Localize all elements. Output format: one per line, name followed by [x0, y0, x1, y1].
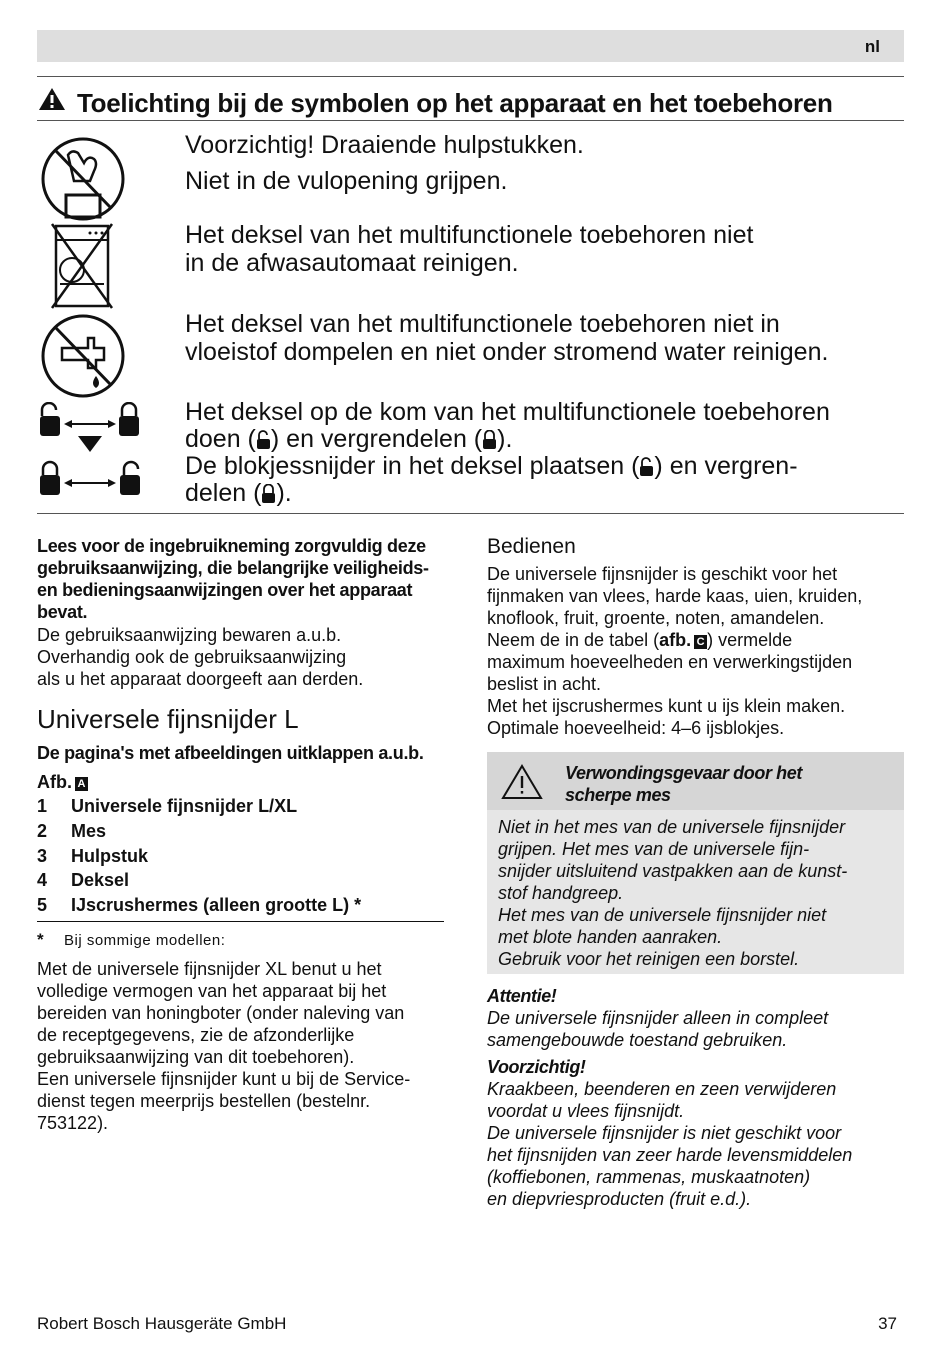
- product-heading: Universele fijnsnijder L: [37, 704, 299, 734]
- unlocked-icon: [256, 430, 271, 450]
- language-bar: [37, 30, 904, 62]
- unfold-note: De pagina's met afbeeldingen uitklappen a.u.b.: [37, 743, 424, 763]
- divider: [37, 921, 444, 922]
- lock-instructions: Het deksel op de kom van het multifunctionele toebehoren doen ( ) en vergrendelen ( ). De blokjessnijder in het deksel plaatsen ( ) en vergren- delen ( ).: [185, 398, 830, 507]
- warning-body: Niet in het mes van de universele fijnsnijder grijpen. Het mes van de universele fijn- snijder uitsluitend vastpakken aan de kunst- stof handgreep. Het mes van de universele fijnsnijder niet met blote handen aanraken. Gebruik voor het reinigen een borstel.: [498, 817, 848, 969]
- footer-company: Robert Bosch Hausgeräte GmbH: [37, 1314, 287, 1333]
- warning-triangle-icon: [37, 86, 67, 119]
- locked-icon: [261, 484, 276, 504]
- warning-box: [487, 752, 904, 974]
- symbol-text-1: Voorzichtig! Draaiende hulpstukken. Niet in de vulopening grijpen.: [185, 131, 584, 195]
- unlock-to-lock-icon: [38, 402, 142, 459]
- caution-title: Voorzichtig!: [487, 1057, 586, 1077]
- intro-text: De gebruiksaanwijzing bewaren a.u.b. Overhandig ook de gebruiksaanwijzing als u het apparaat doorgeeft aan derden.: [37, 625, 364, 689]
- list-item: 3 Hulpstuk: [37, 846, 149, 866]
- list-item: 2 Mes: [37, 821, 107, 841]
- divider: [37, 120, 904, 121]
- list-item: 4 Deksel: [37, 870, 130, 890]
- body-text: Met de universele fijnsnijder XL benut u het volledige vermogen van het apparaat bij het bereiden van honingboter (onder naleving van de receptgegevens, zie de afzonderlijke gebruiksaanwijzing van dit toebehoren). Een universele fijnsnijder kunt u bij de Service- dienst tegen meerprijs bestellen (bestelnr. 753122).: [37, 959, 411, 1133]
- divider: [37, 76, 904, 77]
- list-item: 1 Universele fijnsnijder L/XL: [37, 796, 298, 816]
- symbol-text-2: Het deksel van het multifunctionele toebehoren niet in de afwasautomaat reinigen.: [185, 221, 754, 277]
- symbol-text-3: Het deksel van het multifunctionele toebehoren niet in vloeistof dompelen en niet onder stromend water reinigen.: [185, 310, 829, 366]
- list-item: 5 IJscrushermes (alleen grootte L) *: [37, 895, 362, 915]
- no-dishwasher-icon: [50, 222, 114, 315]
- intro-bold: Lees voor de ingebruikneming zorgvuldig deze gebruiksaanwijzing, die belangrijke veiligheids- en bedieningsaanwijzingen over het apparaat bevat.: [37, 536, 429, 622]
- warning-title: Verwondingsgevaar door het scherpe mes: [565, 763, 802, 805]
- attention-title: Attentie!: [487, 986, 557, 1006]
- page-number: 37: [878, 1314, 897, 1333]
- no-hand-rotating-parts-icon: [38, 135, 128, 226]
- section-title: Toelichting bij de symbolen op het apparaat en het toebehoren: [37, 86, 833, 119]
- lock-to-unlock-icon: [38, 459, 142, 504]
- caution-body: Kraakbeen, beenderen en zeen verwijderen voordat u vlees fijnsnijdt. De universele fijnsnijder is niet geschikt voor het fijnsnijden van zeer harde levensmiddelen (koffiebonen, rammenas, muskaatnoten) en diepvriesproducten (fruit e.d.).: [487, 1079, 853, 1209]
- locked-icon: [482, 430, 497, 450]
- divider: [37, 513, 904, 514]
- attention-body: De universele fijnsnijder alleen in compleet samengebouwde toestand gebruiken.: [487, 1008, 829, 1050]
- no-immersion-icon: [38, 312, 128, 405]
- unlocked-icon: [639, 457, 654, 477]
- operation-text: De universele fijnsnijder is geschikt voor het fijnmaken van vlees, harde kaas, uien, kruiden, knoflook, fruit, groente, noten, amandelen. Neem de in de tabel (afb. C ) vermelde maximum hoeveelheden en verwerkingstijden beslist in acht. Met het ijscrushermes kunt u ijs klein maken. Optimale hoeveelheid: 4–6 ijsblokjes.: [487, 564, 863, 738]
- figure-badge: A: [75, 777, 88, 791]
- warning-triangle-icon: [501, 764, 543, 805]
- language-code: nl: [864, 37, 880, 56]
- figure-badge: C: [694, 635, 707, 649]
- operation-heading: Bedienen: [487, 535, 576, 558]
- footnote: * Bij sommige modellen:: [37, 930, 226, 949]
- figure-label: Afb. A: [37, 771, 88, 793]
